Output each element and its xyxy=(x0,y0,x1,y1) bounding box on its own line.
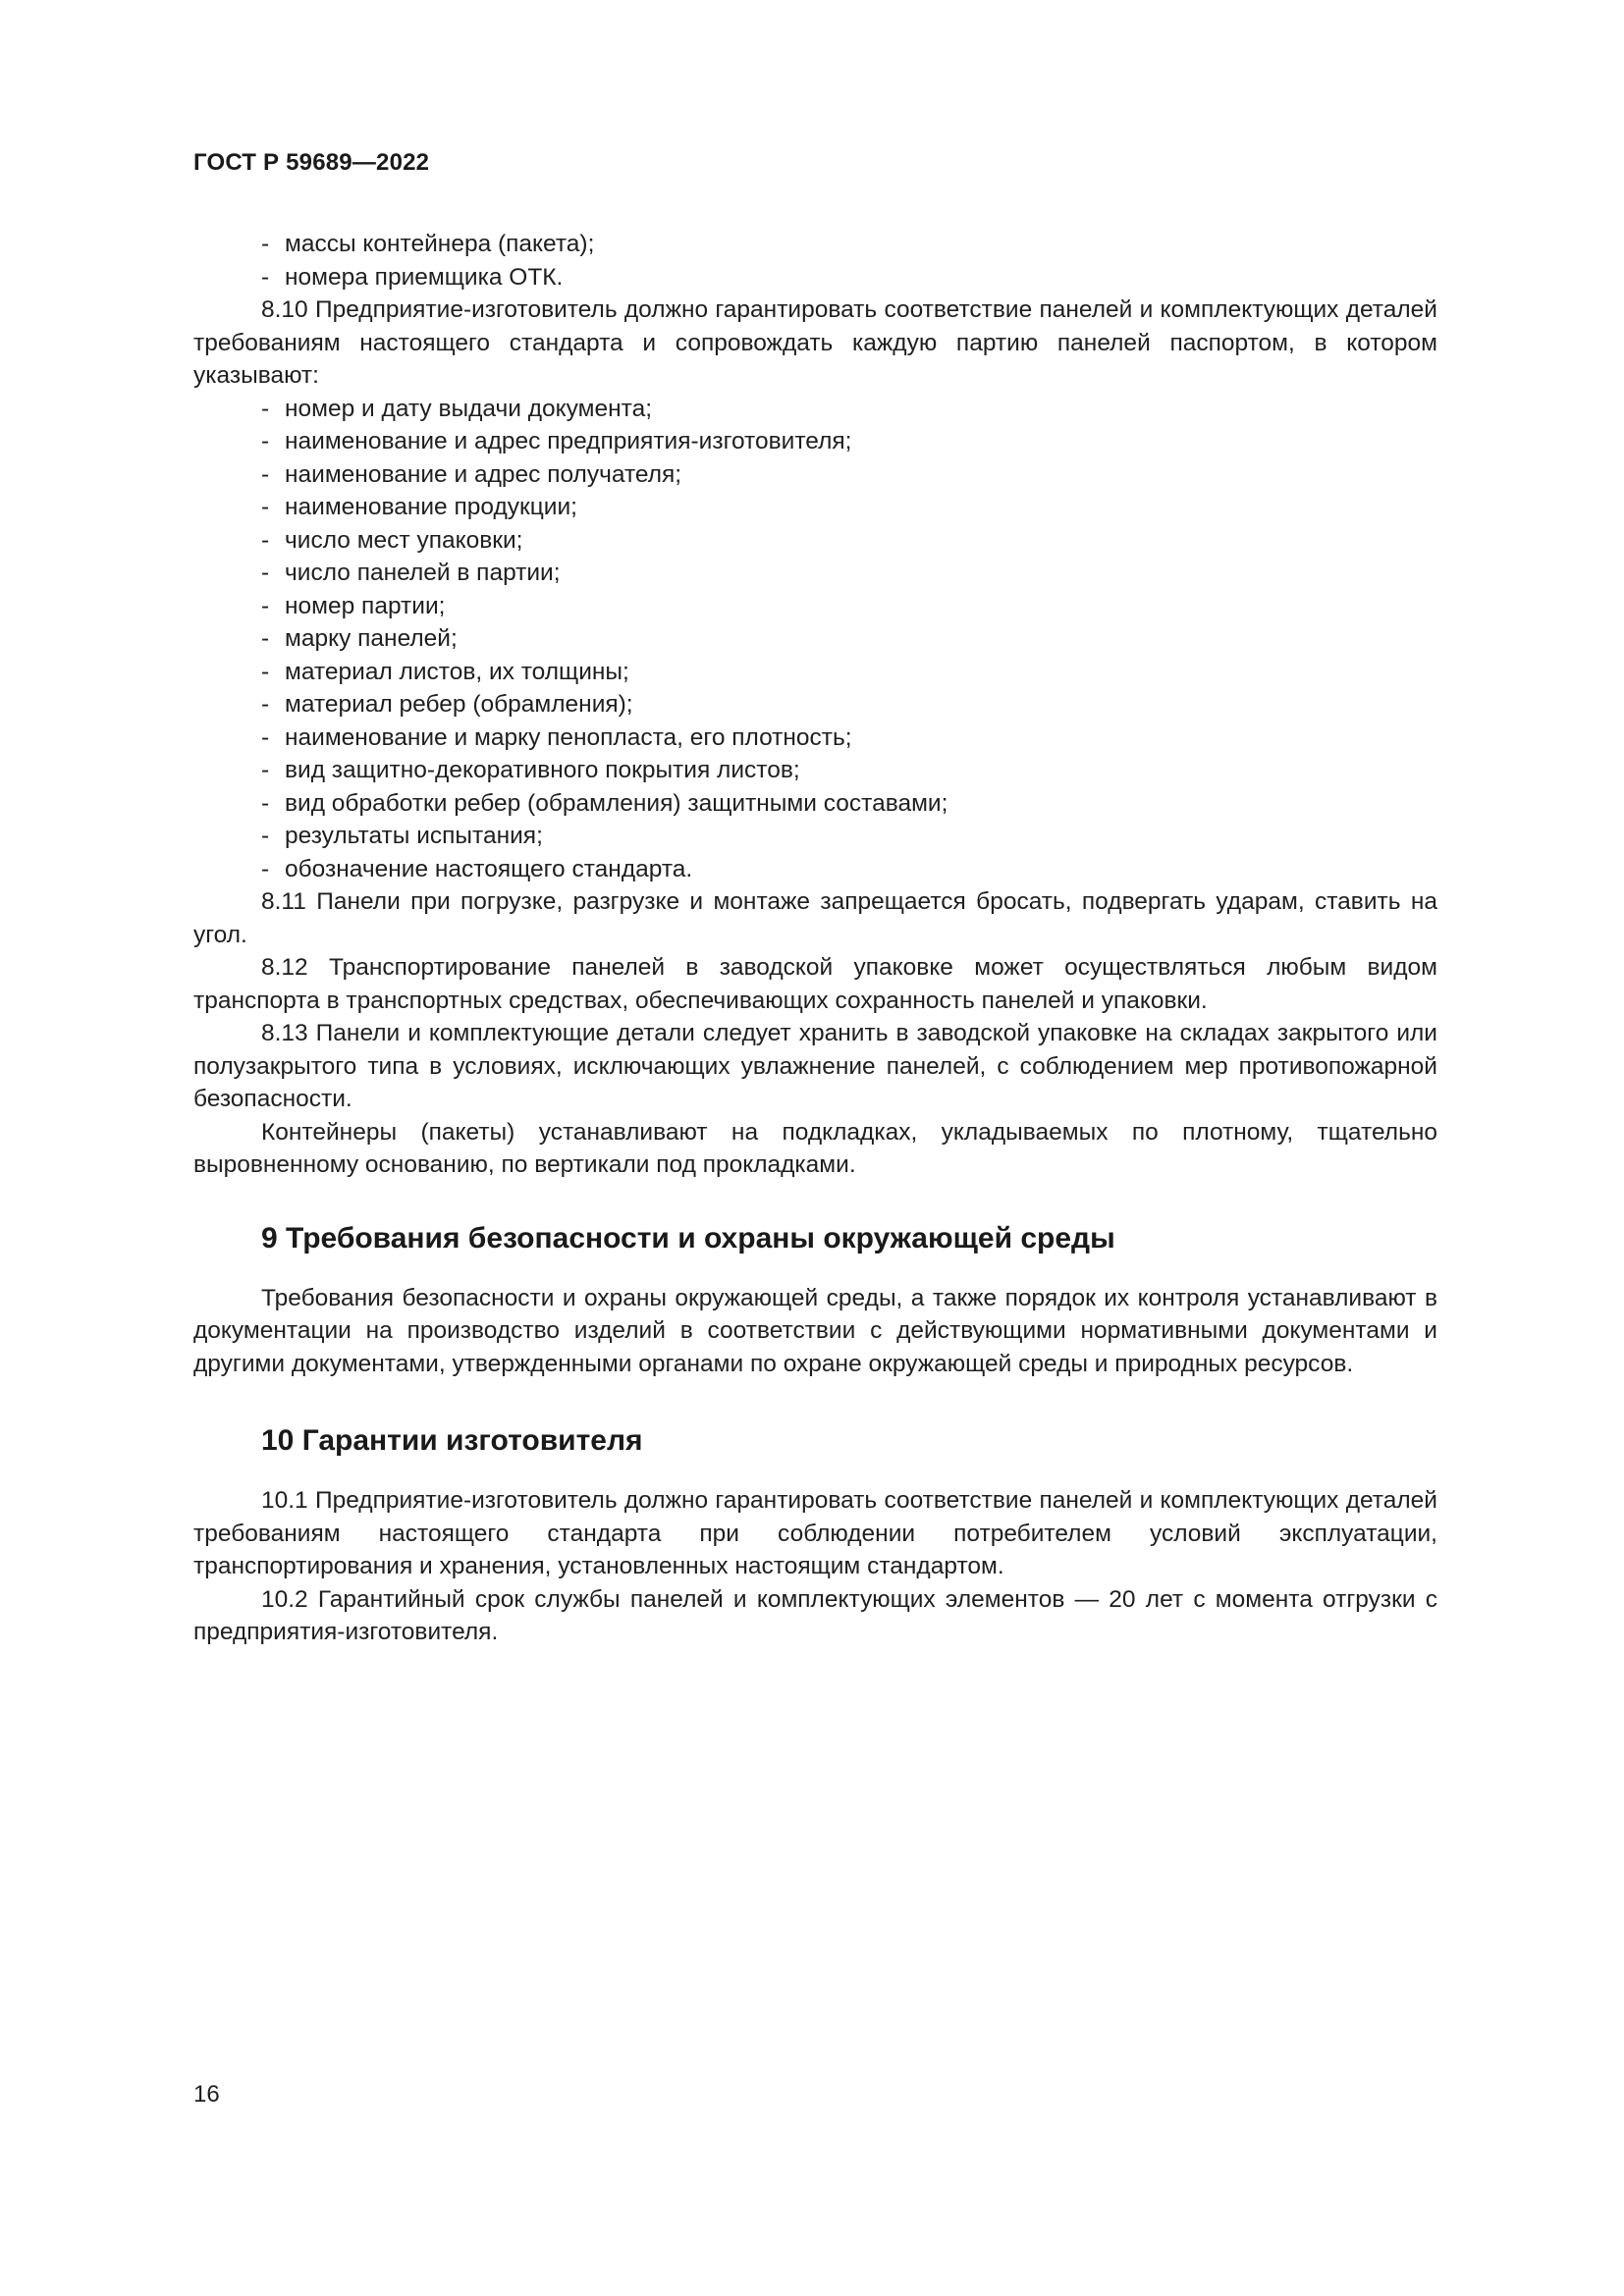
list-item: - обозначение настоящего стандарта. xyxy=(261,855,693,882)
list-item: - наименование и адрес предприятия-изготовителя; xyxy=(261,428,852,454)
page-content xyxy=(193,228,1437,1649)
list-item: - наименование продукции; xyxy=(261,494,577,520)
list-item: - вид защитно-декоративного покрытия листов; xyxy=(261,757,800,783)
paragraph-8-10: 8.10 Предприятие-изготовитель должно гарантировать соответствие панелей и комплектующих деталей требованиям настоящего стандарта и сопровождать каждую партию панелей паспортом, в котором указывают: xyxy=(193,296,1437,389)
section-10-title: 10 Гарантии изготовителя xyxy=(261,1424,643,1457)
list-item: - вид обработки ребер (обрамления) защитными составами; xyxy=(261,789,948,817)
list-item: - массы контейнера (пакета); xyxy=(261,231,595,257)
list-item: - число панелей в партии; xyxy=(261,560,561,586)
paragraph-8-13: 8.13 Панели и комплектующие детали следует хранить в заводской упаковке на складах закрытого или полузакрытого типа в условиях, исключающих увлажнение панелей, с соблюдением мер противопожарной безопасности. xyxy=(193,1020,1437,1112)
list-item: - наименование и адрес получателя; xyxy=(261,460,682,488)
section-9-text: Требования безопасности и охраны окружающей среды, а также порядок их контроля устанавливают в документации на производство изделий в соответствии с действующими нормативными документами и другими документами, утвержденными органами по охране окружающей среды и природных ресурсов. xyxy=(193,1284,1437,1377)
list-item: - результаты испытания; xyxy=(261,823,543,849)
list-item: - номера приемщика ОТК. xyxy=(261,263,564,291)
list-item: - материал листов, их толщины; xyxy=(261,658,629,685)
list-item: - номер партии; xyxy=(261,592,446,619)
passport-list xyxy=(193,393,1437,886)
paragraph-8-12: 8.12 Транспортирование панелей в заводской упаковке может осуществляться любым видом транспорта в транспортных средствах, обеспечивающих сохранность панелей и упаковки. xyxy=(193,954,1437,1014)
list-item: - марку панелей; xyxy=(261,625,458,652)
list-item: - номер и дату выдачи документа; xyxy=(261,395,653,422)
page-number: 16 xyxy=(193,2081,220,2108)
document-code-header: ГОСТ Р 59689—2022 xyxy=(193,149,430,176)
paragraph-10-2: 10.2 Гарантийный срок службы панелей и комплектующих элементов — 20 лет с момента отгрузки с предприятия-изготовителя. xyxy=(193,1585,1437,1645)
paragraph-8-11: 8.11 Панели при погрузке, разгрузке и монтаже запрещается бросать, подвергать ударам, ставить на угол. xyxy=(193,888,1437,948)
list-item: - материал ребер (обрамления); xyxy=(261,691,633,718)
section-9-title: 9 Требования безопасности и охраны окружающей среды xyxy=(261,1221,1115,1255)
paragraph-10-1: 10.1 Предприятие-изготовитель должно гарантировать соответствие панелей и комплектующих деталей требованиям настоящего стандарта при соблюдении потребителем условий эксплуатации, транспортирования и хранения, установленных настоящим стандартом. xyxy=(193,1487,1437,1579)
paragraph-containers: Контейнеры (пакеты) устанавливают на подкладках, укладываемых по плотному, тщательно выровненному основанию, по вертикали под прокладками. xyxy=(193,1118,1437,1178)
list-item: - число мест упаковки; xyxy=(261,526,523,554)
intro-list xyxy=(193,228,1437,294)
list-item: - наименование и марку пенопласта, его плотность; xyxy=(261,723,852,751)
